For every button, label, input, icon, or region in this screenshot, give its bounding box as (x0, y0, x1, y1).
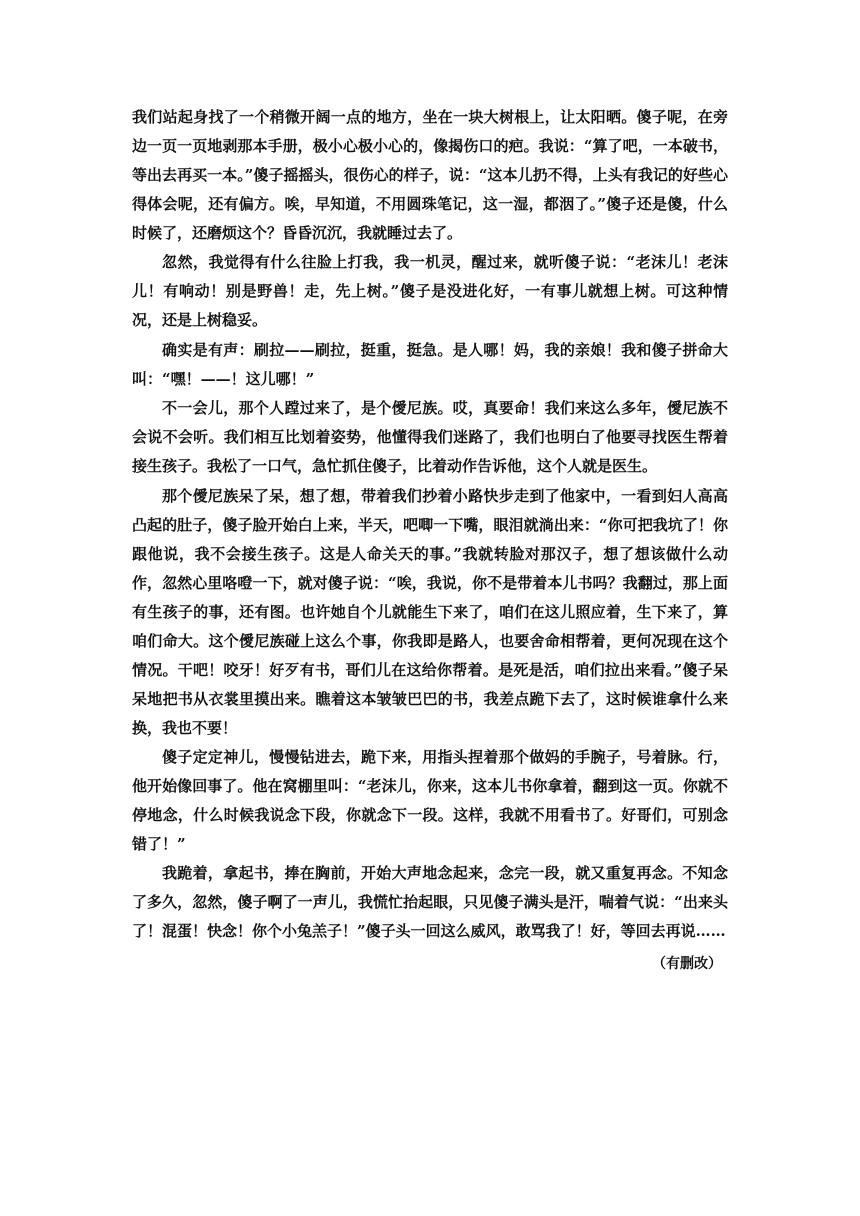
paragraph-3: 确实是有声：刷拉——刷拉，挺重，挺急。是人哪！妈，我的亲娘！我和傻子拼命大叫：“嘿！——！这儿哪！” (132, 340, 728, 388)
source-note: （有删改） (652, 956, 722, 973)
article-body (132, 103, 728, 979)
paragraph-2: 忽然，我觉得有什么往脸上打我，我一机灵，醒过来，就听傻子说：“老沫儿！老沫儿！有响动！别是野兽！走，先上树。”傻子是没进化好，一有事儿就想上树。可这种情况，还是上树稳妥。 (132, 253, 728, 330)
paragraph-6: 傻子定定神儿，慢慢钻进去，跪下来，用指头捏着那个做妈的手腕子，号着脉。行，他开始像回事了。他在窝棚里叫：“老沫儿，你来，这本儿书你拿着，翻到这一页。你就不停地念，什么时候我说念下段，你就念下一段。这样，我就不用看书了。好哥们，可别念错了！” (132, 747, 728, 853)
paragraph-5: 那个僾尼族呆了呆，想了想，带着我们抄着小路快步走到了他家中，一看到妇人高高凸起的肚子，傻子脸开始白上来，半天，吧唧一下嘴，眼泪就淌出来：“你可把我坑了！你跟他说，我不会接生孩子。这是人命关天的事。”我就转脸对那汉子，想了想该做什么动作，忽然心里咯噔一下，就对傻子说：“唉，我说，你不是带着本儿书吗？我翻过，那上面有生孩子的事，还有图。也许她自个儿就能生下来了，咱们在这儿照应着，生下来了，算咱们命大。这个僾尼族碰上这么个事，你我即是路人，也要舍命相帮着，更何况现在这个情况。干吧！咬牙！好歹有书，哥们儿在这给你帮着。是死是活，咱们拉出来看。”傻子呆呆地把书从衣裳里摸出来。瞧着这本皱皱巴巴的书，我差点跪下去了，这时候谁拿什么来换，我也不要！ (132, 486, 728, 737)
paragraph-1: 我们站起身找了一个稍微开阔一点的地方，坐在一块大树根上，让太阳晒。傻子呢，在旁边一页一页地剥那本手册，极小心极小心的，像揭伤口的疤。我说：“算了吧，一本破书，等出去再买一本。”傻子摇摇头，很伤心的样子，说：“这本儿扔不得，上头有我记的好些心得体会呢，还有偏方。唉，早知道，不用圆珠笔记，这一湿，都洇了。”傻子还是傻，什么时候了，还磨烦这个？昏昏沉沉，我就睡过去了。 (132, 108, 728, 242)
paragraph-7: 我跪着，拿起书，捧在胸前，开始大声地念起来，念完一段，就又重复再念。不知念了多久，忽然，傻子啊了一声儿，我慌忙抬起眼，只见傻子满头是汗，喘着气说：“出来头了！混蛋！快念！你个小兔羔子！”傻子头一回这么威风，敢骂我了！好，等回去再说…… (132, 864, 728, 941)
paragraph-4: 不一会儿，那个人蹚过来了，是个僾尼族。哎，真要命！我们来这么多年，僾尼族不会说不会听。我们相互比划着姿势，他懂得我们迷路了，我们也明白了他要寻找医生帮着接生孩子。我松了一口气，急忙抓住傻子，比着动作告诉他，这个人就是医生。 (132, 399, 728, 476)
